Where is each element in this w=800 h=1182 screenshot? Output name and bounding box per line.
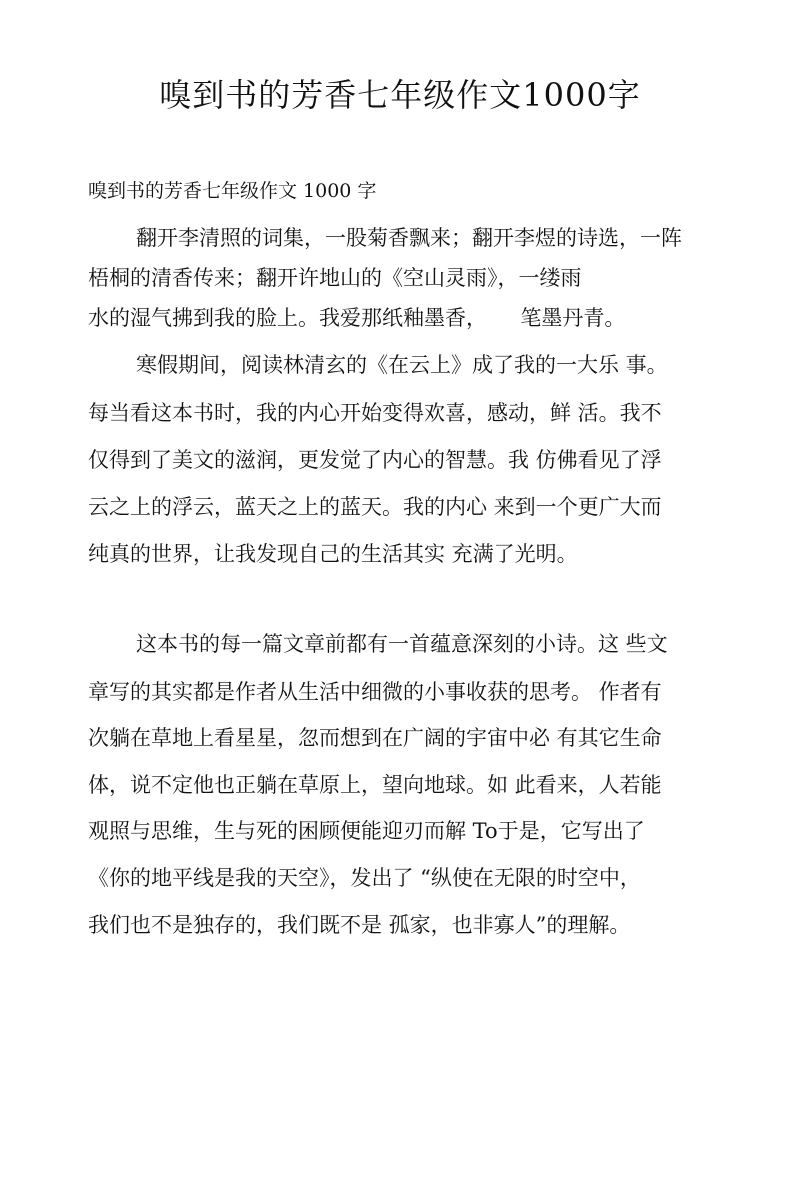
- document-title: 嗅到书的芳香七年级作文1000字: [159, 76, 641, 114]
- paragraph-line: 次躺在草地上看星星，忽而想到在广阔的宇宙中必 有其它生命: [88, 726, 662, 750]
- paragraph-line: 每当看这本书时，我的内心开始变得欢喜，感动，鲜 活。我不: [88, 401, 662, 425]
- paragraph-line: 观照与思维，生与死的困顾便能迎刃而解 To于是，它写出了: [88, 819, 645, 843]
- paragraph-line: 章写的其实都是作者从生活中细微的小事收获的思考。 作者有: [88, 680, 662, 704]
- paragraph-line: 翻开李清照的词集，一股菊香飘来；翻开李煜的诗选，一阵: [136, 226, 682, 250]
- paragraph-line: 体，说不定他也正躺在草原上，望向地球。如 此看来，人若能: [88, 773, 662, 797]
- paragraph-line: 梧桐的清香传来；翻开许地山的《空山灵雨》，一缕雨: [88, 266, 582, 290]
- paragraph-line: 寒假期间，阅读林清玄的《在云上》成了我的一大乐 事。: [136, 353, 668, 377]
- paragraph-line: 仅得到了美文的滋润，更发觉了内心的智慧。我 仿佛看见了浮: [88, 448, 662, 472]
- paragraph-line: 水的湿气拂到我的脸上。我爱那纸釉墨香， 笔墨丹青。: [88, 306, 626, 330]
- document-subtitle: 嗅到书的芳香七年级作文 1000 字: [88, 180, 377, 202]
- paragraph-line: 《你的地平线是我的天空》，发出了 “纵使在无限的时空中，: [88, 866, 641, 890]
- paragraph-line: 这本书的每一篇文章前都有一首蕴意深刻的小诗。这 些文: [136, 632, 668, 656]
- paragraph-line: 我们也不是独存的，我们既不是 孤家，也非寡人”的理解。: [88, 913, 631, 937]
- paragraph-line: 云之上的浮云，蓝天之上的蓝天。我的内心 来到一个更广大而: [88, 495, 662, 519]
- paragraph-line: 纯真的世界，让我发现自己的生活其实 充满了光明。: [88, 542, 578, 566]
